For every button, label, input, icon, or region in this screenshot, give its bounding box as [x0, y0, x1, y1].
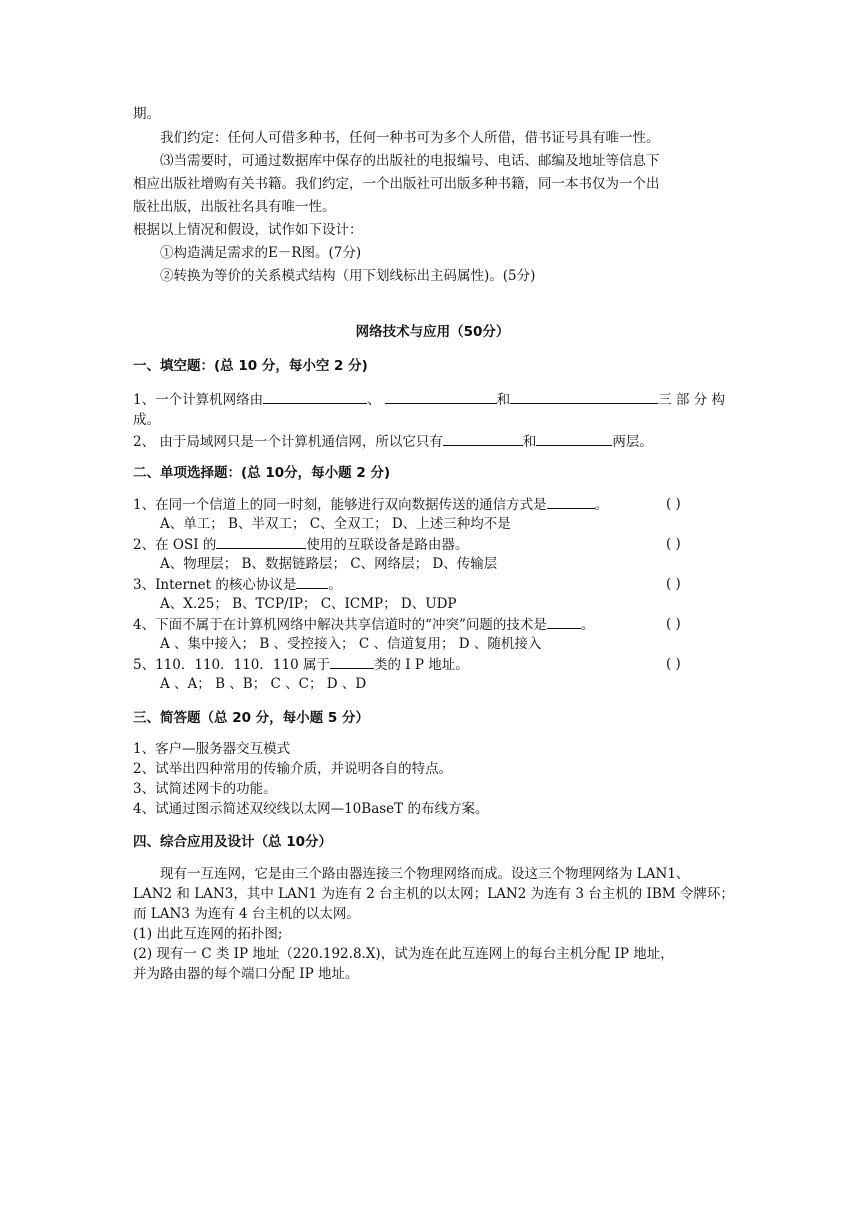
intro-line-0: 期。	[133, 106, 160, 122]
choice-q5	[133, 654, 469, 675]
intro-line-2c: 版社出版，出版社名具有唯一性。	[133, 199, 336, 215]
intro-line-2b: 相应出版社增购有关书籍。我们约定，一个出版社可出版多种书籍，同一本书仅为一个出	[133, 176, 660, 192]
fill-q2-text-a: 2、 由于局域网只是一个计算机通信网，所以它只有	[133, 434, 443, 450]
choice-q2-text-a: 2、在 OSI 的	[133, 537, 217, 553]
choice-q3	[133, 574, 342, 595]
choice-q3-text: 3、Internet 的核心协议是	[133, 577, 297, 593]
choice-q1-text: 1、在同一个信道上的同一时刻，能够进行双向数据传送的通信方式是	[133, 497, 547, 513]
fill-q2-blank-1	[443, 431, 523, 446]
short-heading: 三、简答题（总 20 分，每小题 5 分）	[133, 710, 369, 726]
design-q2-cont: 并为路由器的每个端口分配 IP 地址。	[133, 966, 359, 982]
design-para-1: 现有一互连网，它是由三个路由器连接三个物理网络而成。设这三个物理网络为 LAN1、	[160, 866, 690, 882]
choice-q5-blank	[330, 654, 374, 669]
choice-q4-blank	[547, 614, 581, 629]
short-q1: 1、客户—服务器交互模式	[133, 741, 291, 757]
fill-q2	[133, 431, 653, 452]
choice-q1-answer-paren: ( )	[666, 496, 681, 512]
choice-q4-options: A 、集中接入； B 、受控接入； C 、信道复用； D 、随机接入	[160, 636, 542, 652]
fill-q1-text-a: 1、一个计算机网络由	[133, 392, 264, 408]
fill-q1-blank-2	[385, 389, 497, 404]
intro-line-4: ①构造满足需求的E－R图。(7分)	[160, 245, 362, 261]
intro-line-1: 我们约定：任何人可借多种书，任何一种书可为多个人所借，借书证号具有唯一性。	[160, 130, 660, 146]
choice-q2-options: A、物理层； B、数据链路层； C、网络层； D、传输层	[160, 556, 498, 572]
short-q3: 3、试简述网卡的功能。	[133, 781, 277, 797]
choice-q2-blank	[216, 534, 306, 549]
intro-line-5: ②转换为等价的关系模式结构（用下划线标出主码属性)。(5分)	[160, 268, 536, 284]
choice-q1-blank	[547, 494, 595, 509]
short-q2: 2、试举出四种常用的传输介质，并说明各自的特点。	[133, 761, 453, 777]
choice-q5-answer-paren: ( )	[666, 656, 681, 672]
fill-q1-text-c: 和	[496, 392, 511, 408]
section-title: 网络技术与应用（50分）	[355, 324, 510, 340]
choice-q4-end: 。	[580, 617, 595, 633]
intro-line-2a: ⑶当需要时，可通过数据库中保存的出版社的电报编号、电话、邮编及地址等信息下	[160, 153, 660, 169]
design-para-2: LAN2 和 LAN3，其中 LAN1 为连有 2 台主机的以太网；LAN2 为连有 3 台主机的 IBM 令牌环；	[133, 886, 734, 902]
choice-q3-end: 。	[328, 577, 342, 593]
choice-q4-text: 4、下面不属于在计算机网络中解决共享信道时的“冲突”问题的技术是	[133, 617, 547, 633]
choice-q2-text-b: 使用的互联设备是路由器。	[306, 537, 469, 553]
fill-q1	[133, 389, 725, 410]
design-heading: 四、综合应用及设计（总 10分）	[133, 834, 332, 850]
design-q1: (1) 出此互连网的拓扑图;	[133, 926, 283, 942]
fill-q1-blank-3	[510, 389, 658, 404]
fill-q1-text-b: 、	[367, 392, 381, 408]
choice-heading: 二、单项选择题：(总 10分，每小题 2 分)	[133, 465, 391, 481]
design-q2: (2) 现有一 C 类 IP 地址（220.192.8.X)，试为连在此互连网上的每台主机分配 IP 地址，	[133, 946, 674, 962]
choice-q1-end: 。	[594, 497, 609, 513]
fill-q1-blank-1	[263, 389, 367, 404]
fill-heading: 一、填空题：(总 10 分，每小空 2 分)	[133, 358, 368, 374]
choice-q5-text-b: 类的 I P 地址。	[373, 657, 469, 673]
fill-q1-text-d: 三 部 分 构	[658, 392, 725, 408]
choice-q3-options: A、X.25； B、TCP/IP； C、ICMP； D、UDP	[160, 596, 457, 612]
fill-q2-text-c: 两层。	[612, 434, 653, 450]
choice-q1-options: A、单工； B、半双工； C、全双工； D、上述三种均不是	[160, 516, 511, 532]
choice-q3-blank	[296, 574, 328, 589]
choice-q2	[133, 534, 468, 555]
design-para-3: 而 LAN3 为连有 4 台主机的以太网。	[133, 906, 360, 922]
fill-q2-text-b: 和	[522, 434, 537, 450]
choice-q1	[133, 494, 608, 515]
choice-q5-text-a: 5、110．110．110．110 属于	[133, 657, 330, 673]
choice-q3-answer-paren: ( )	[666, 576, 681, 592]
short-q4: 4、试通过图示简述双绞线以太网—10BaseT 的布线方案。	[133, 801, 489, 817]
choice-q4	[133, 614, 594, 635]
choice-q5-options: A 、A； B 、B； C 、C； D 、D	[160, 676, 367, 692]
intro-line-3: 根据以上情况和假设，试作如下设计：	[133, 222, 363, 238]
choice-q2-answer-paren: ( )	[666, 536, 681, 552]
choice-q4-answer-paren: ( )	[666, 616, 681, 632]
fill-q2-blank-2	[536, 431, 612, 446]
fill-q1-cont: 成。	[133, 412, 160, 428]
